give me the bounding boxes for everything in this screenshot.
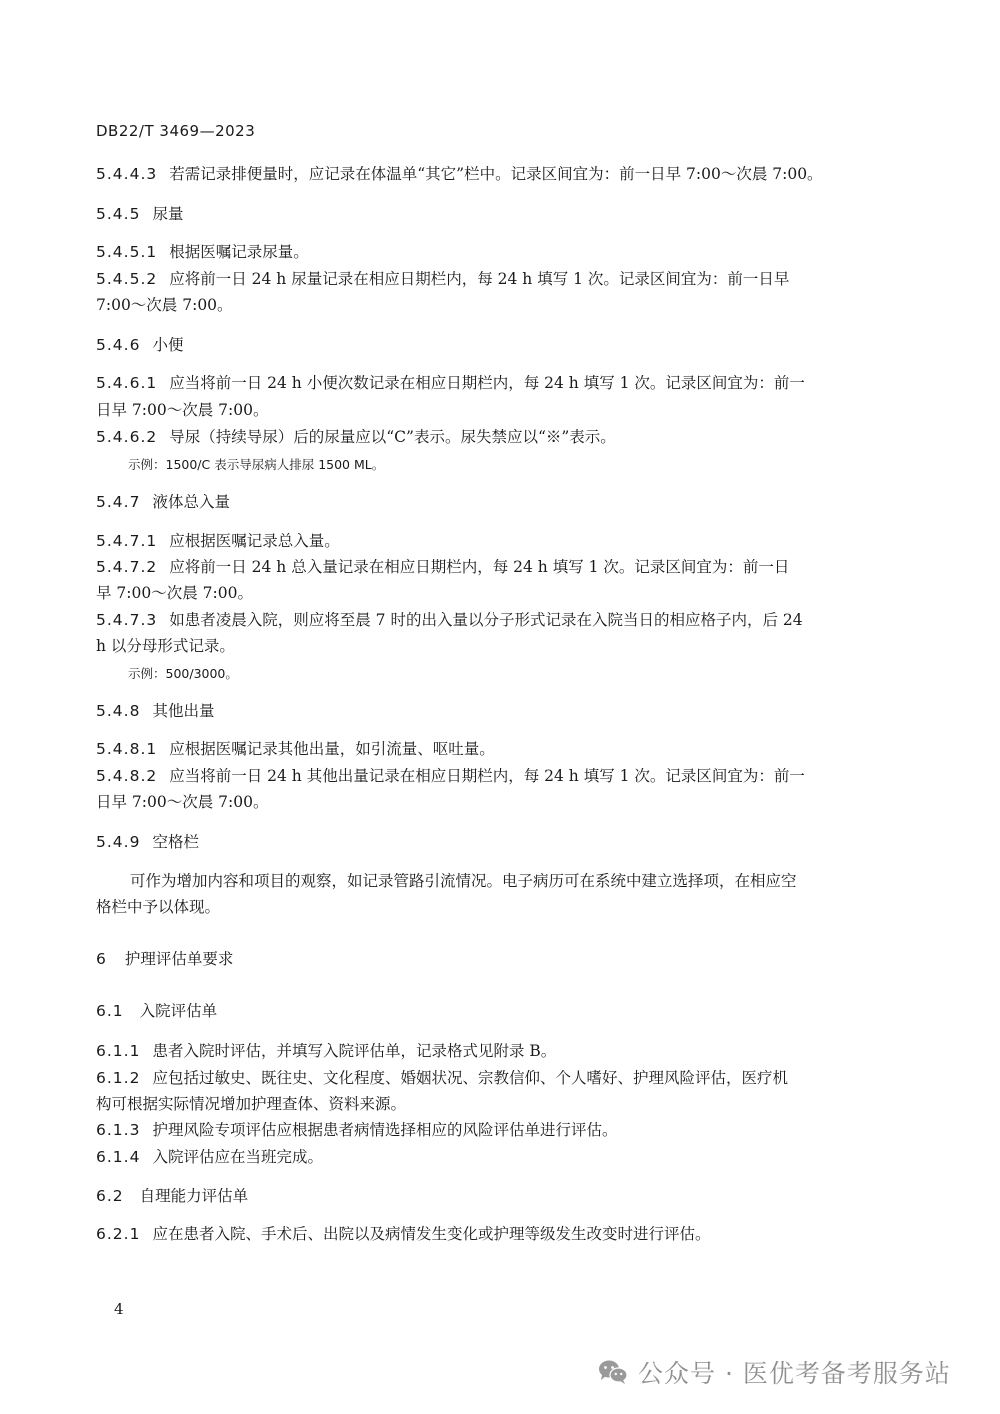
clause-text: 应根据医嘱记录总入量。 xyxy=(169,532,340,550)
heading-5-4-6 xyxy=(96,335,183,355)
clause-number: 6.1.3 xyxy=(96,1121,141,1139)
clause-text: 应将前一日 24 h 尿量记录在相应日期栏内，每 24 h 填写 1 次。记录区间宜为：前一日早 xyxy=(169,270,790,288)
clause-text: 应将前一日 24 h 总入量记录在相应日期栏内，每 24 h 填写 1 次。记录区间宜为：前一日 xyxy=(169,558,790,576)
heading-title: 护理评估单要求 xyxy=(124,950,234,968)
heading-number: 6.2 xyxy=(96,1187,124,1205)
heading-title: 自理能力评估单 xyxy=(139,1187,249,1205)
clause-text: 患者入院时评估，并填写入院评估单，记录格式见附录 B。 xyxy=(152,1042,557,1060)
heading-title: 其他出量 xyxy=(152,702,215,720)
clause-text: 应当将前一日 24 h 小便次数记录在相应日期栏内，每 24 h 填写 1 次。记录区间宜为：前一 xyxy=(169,374,805,392)
clause-text: 入院评估应在当班完成。 xyxy=(152,1148,323,1166)
clause-text: 应根据医嘱记录其他出量，如引流量、呕吐量。 xyxy=(169,740,495,758)
clause-5-4-6-2 xyxy=(96,427,616,447)
clause-6-1-1 xyxy=(96,1041,556,1061)
clause-5-4-4-3 xyxy=(96,164,823,184)
heading-5-4-9 xyxy=(96,832,199,852)
document-code: DB22/T 3469—2023 xyxy=(96,122,256,140)
clause-number: 6.1.4 xyxy=(96,1148,141,1166)
clause-number: 5.4.5.1 xyxy=(96,243,158,261)
clause-number: 5.4.8.2 xyxy=(96,767,158,785)
heading-5-4-7 xyxy=(96,492,230,512)
clause-5-4-8-2 xyxy=(96,766,805,786)
clause-6-1-2 xyxy=(96,1068,788,1088)
clause-text: 应在患者入院、手术后、出院以及病情发生变化或护理等级发生改变时进行评估。 xyxy=(152,1225,711,1243)
heading-6-2 xyxy=(96,1186,248,1206)
clause-text: 若需记录排便量时，应记录在体温单“其它”栏中。记录区间宜为：前一日早 7:00～次晨 7:00。 xyxy=(169,165,823,183)
clause-continuation xyxy=(96,583,253,603)
clause-text: h 以分母形式记录。 xyxy=(96,637,235,655)
heading-number: 5.4.7 xyxy=(96,493,141,511)
clause-number: 5.4.7.2 xyxy=(96,558,158,576)
wechat-icon xyxy=(598,1359,628,1385)
heading-number: 6 xyxy=(96,950,107,968)
heading-5-4-8 xyxy=(96,701,214,721)
clause-number: 5.4.6.2 xyxy=(96,428,158,446)
heading-6-1 xyxy=(96,1001,217,1021)
clause-number: 6.1.1 xyxy=(96,1042,141,1060)
heading-number: 5.4.9 xyxy=(96,833,141,851)
paragraph-continuation xyxy=(96,897,220,917)
clause-continuation xyxy=(96,295,233,315)
clause-number: 5.4.4.3 xyxy=(96,165,158,183)
clause-5-4-8-1 xyxy=(96,739,495,759)
clause-text: 构可根据实际情况增加护理查体、资料来源。 xyxy=(96,1095,407,1113)
clause-continuation xyxy=(96,792,268,812)
heading-number: 5.4.8 xyxy=(96,702,141,720)
paragraph-line: 格栏中予以体现。 xyxy=(96,898,221,916)
clause-text: 日早 7:00～次晨 7:00。 xyxy=(96,401,269,419)
watermark-text: 公众号 · 医优考备考服务站 xyxy=(638,1359,951,1388)
clause-6-1-4 xyxy=(96,1147,323,1167)
clause-number: 5.4.7.1 xyxy=(96,532,158,550)
clause-text: 根据医嘱记录尿量。 xyxy=(169,243,309,261)
clause-text: 7:00～次晨 7:00。 xyxy=(96,296,233,314)
watermark xyxy=(598,1354,951,1390)
clause-number: 6.1.2 xyxy=(96,1069,141,1087)
heading-title: 尿量 xyxy=(152,205,184,223)
heading-number: 6.1 xyxy=(96,1002,124,1020)
clause-6-1-3 xyxy=(96,1120,617,1140)
clause-number: 5.4.7.3 xyxy=(96,611,158,629)
clause-5-4-5-1 xyxy=(96,242,309,262)
clause-continuation xyxy=(96,1094,406,1114)
example-note: 示例：1500/C 表示导尿病人排尿 1500 ML。 xyxy=(128,457,385,472)
paragraph-line: 可作为增加内容和项目的观察，如记录管路引流情况。电子病历可在系统中建立选择项，在相应空 xyxy=(130,872,797,890)
clause-text: 应当将前一日 24 h 其他出量记录在相应日期栏内，每 24 h 填写 1 次。记录区间宜为：前一 xyxy=(169,767,805,785)
heading-title: 空格栏 xyxy=(152,833,199,851)
clause-number: 5.4.8.1 xyxy=(96,740,158,758)
clause-number: 6.2.1 xyxy=(96,1225,141,1243)
heading-6 xyxy=(96,949,233,969)
clause-5-4-7-3 xyxy=(96,610,803,630)
page-number: 4 xyxy=(114,1300,124,1318)
clause-text: 导尿（持续导尿）后的尿量应以“C”表示。尿失禁应以“※”表示。 xyxy=(169,428,616,446)
heading-5-4-5 xyxy=(96,204,183,224)
clause-5-4-7-2 xyxy=(96,557,789,577)
heading-number: 5.4.6 xyxy=(96,336,141,354)
clause-number: 5.4.6.1 xyxy=(96,374,158,392)
paragraph-text xyxy=(130,871,797,891)
clause-5-4-5-2 xyxy=(96,269,789,289)
clause-text: 日早 7:00～次晨 7:00。 xyxy=(96,793,269,811)
clause-number: 5.4.5.2 xyxy=(96,270,158,288)
clause-continuation xyxy=(96,636,235,656)
clause-text: 应包括过敏史、既往史、文化程度、婚姻状况、宗教信仰、个人嗜好、护理风险评估，医疗机 xyxy=(152,1069,788,1087)
clause-text: 早 7:00～次晨 7:00。 xyxy=(96,584,253,602)
example-note: 示例：500/3000。 xyxy=(128,666,238,681)
heading-title: 液体总入量 xyxy=(152,493,230,511)
clause-6-2-1 xyxy=(96,1224,710,1244)
heading-number: 5.4.5 xyxy=(96,205,141,223)
clause-5-4-7-1 xyxy=(96,531,340,551)
clause-continuation xyxy=(96,400,268,420)
clause-text: 护理风险专项评估应根据患者病情选择相应的风险评估单进行评估。 xyxy=(152,1121,618,1139)
heading-title: 入院评估单 xyxy=(139,1002,218,1020)
clause-5-4-6-1 xyxy=(96,373,805,393)
heading-title: 小便 xyxy=(152,336,184,354)
clause-text: 如患者凌晨入院，则应将至晨 7 时的出入量以分子形式记录在入院当日的相应格子内，后 24 xyxy=(169,611,803,629)
